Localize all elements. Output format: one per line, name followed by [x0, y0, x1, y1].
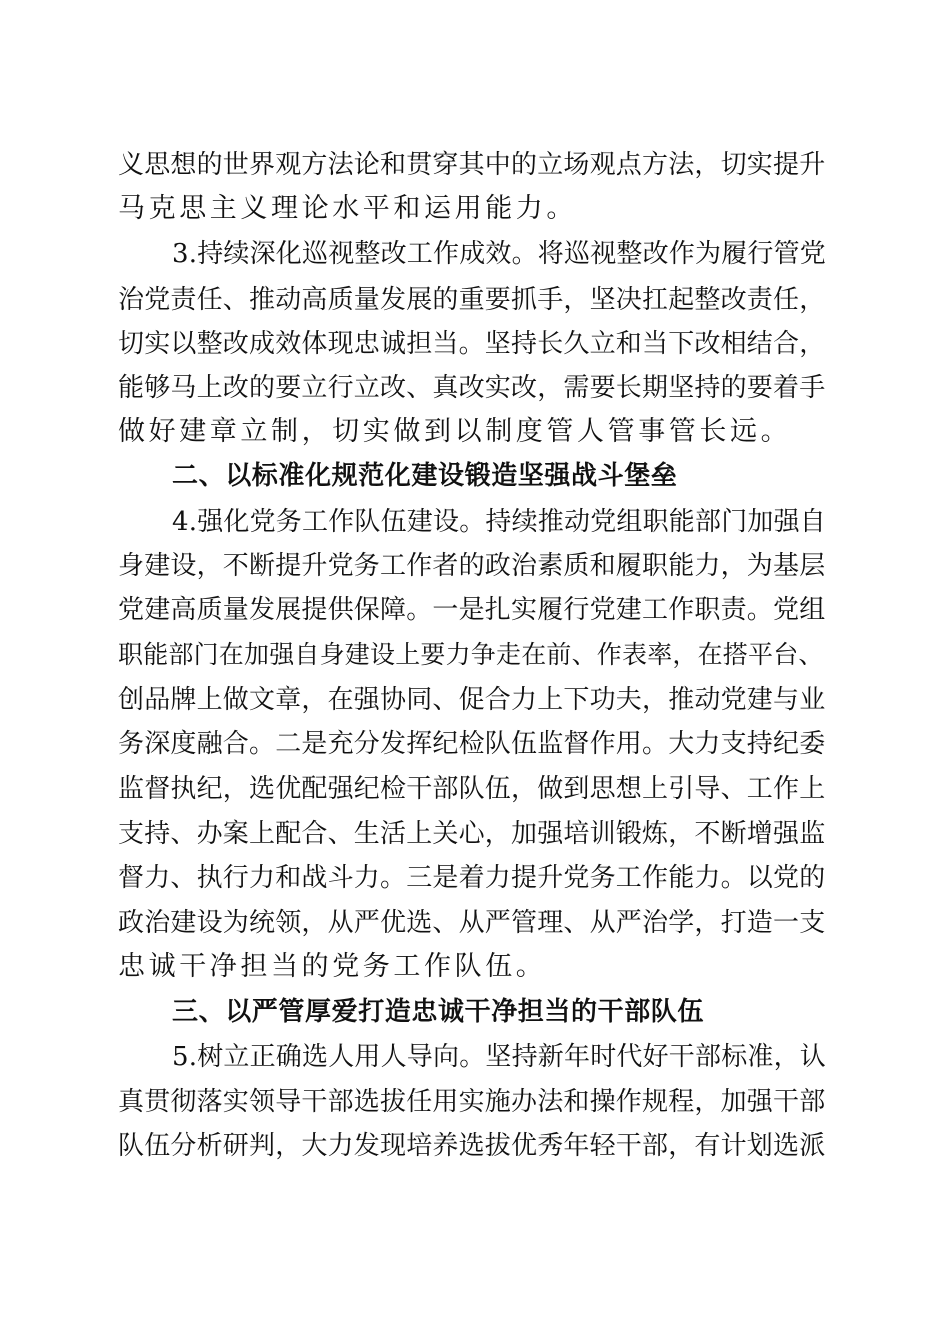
- paragraph-line: 能够马上改的要立行立改、真改实改，需要长期坚持的要着手: [118, 373, 826, 403]
- paragraph-line: 4.强化党务工作队伍建设。持续推动党组职能部门加强自: [172, 507, 827, 537]
- section-heading: 二、以标准化规范化建设锻造坚强战斗堡垒: [172, 461, 678, 491]
- paragraph-line: 职能部门在加强自身建设上要力争走在前、作表率，在搭平台、: [118, 640, 824, 669]
- paragraph-line: 治党责任、推动高质量发展的重要抓手，坚决扛起整改责任，: [118, 285, 826, 315]
- paragraph-line: 身建设，不断提升党务工作者的政治素质和履职能力，为基层: [118, 551, 826, 581]
- paragraph-line: 监督执纪，选优配强纪检干部队伍，做到思想上引导、工作上: [118, 774, 826, 804]
- paragraph-line: 党建高质量发展提供保障。一是扎实履行党建工作职责。党组: [118, 595, 826, 625]
- paragraph-line: 3.持续深化巡视整改工作成效。将巡视整改作为履行管党: [172, 239, 827, 269]
- paragraph-line: 队伍分析研判，大力发现培养选拔优秀年轻干部，有计划选派: [118, 1131, 826, 1161]
- section-heading: 三、以严管厚爱打造忠诚干净担当的干部队伍: [172, 997, 705, 1027]
- paragraph-line: 支持、办案上配合、生活上关心，加强培训锻炼，不断增强监: [118, 819, 826, 849]
- paragraph-line: 切实以整改成效体现忠诚担当。坚持长久立和当下改相结合，: [118, 329, 826, 359]
- paragraph-line: 务深度融合。二是充分发挥纪检队伍监督作用。大力支持纪委: [118, 729, 826, 759]
- paragraph-line: 做好建章立制，切实做到以制度管人管事管长远。: [118, 416, 792, 447]
- paragraph-line: 政治建设为统领，从严优选、从严管理、从严治学，打造一支: [118, 908, 826, 938]
- paragraph-line: 5.树立正确选人用人导向。坚持新年时代好干部标准，认: [172, 1042, 827, 1072]
- paragraph-line: 义思想的世界观方法论和贯穿其中的立场观点方法，切实提升: [118, 150, 826, 180]
- paragraph-line: 创品牌上做文章，在强协同、促合力上下功夫，推动党建与业: [118, 685, 826, 715]
- paragraph-line: 真贯彻落实领导干部选拔任用实施办法和操作规程，加强干部: [118, 1087, 826, 1117]
- paragraph-line: 忠诚干净担当的党务工作队伍。: [118, 951, 547, 982]
- paragraph-line: 马克思主义理论水平和运用能力。: [118, 193, 577, 224]
- paragraph-line: 督力、执行力和战斗力。三是着力提升党务工作能力。以党的: [118, 863, 826, 893]
